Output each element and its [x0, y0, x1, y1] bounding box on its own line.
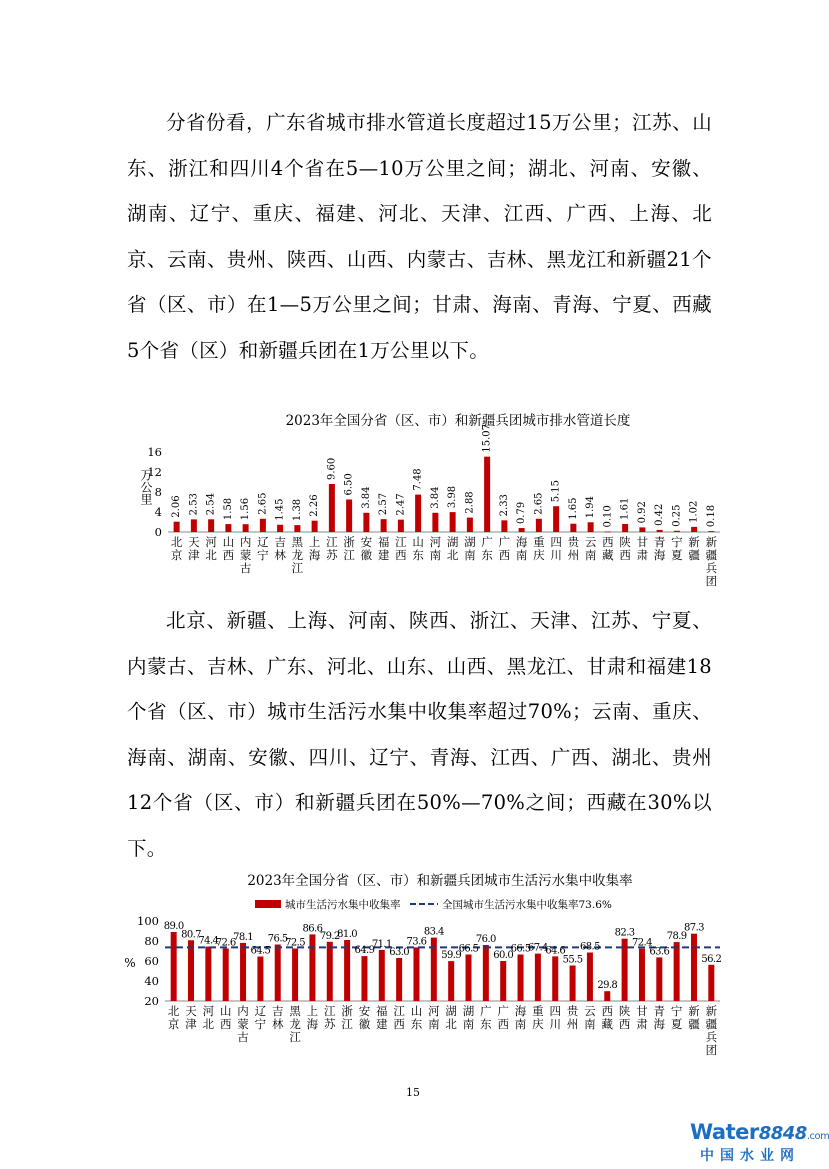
data-label: 78.1: [233, 931, 253, 943]
bar: [309, 934, 315, 1001]
paragraph-drainage-length: [127, 100, 712, 373]
data-label: 7.48: [412, 468, 424, 491]
data-label: 64.5: [250, 945, 271, 957]
category-label: 青海: [653, 535, 666, 562]
data-label: 0.10: [602, 505, 614, 528]
bar: [381, 519, 387, 532]
category-label: 广西: [497, 1004, 509, 1031]
bar: [327, 942, 333, 1001]
category-label: 西藏: [602, 535, 614, 562]
bar: [396, 958, 402, 1001]
bar: [432, 513, 438, 532]
data-label: 66.5: [458, 943, 479, 955]
category-label: 山西: [219, 1004, 232, 1031]
data-label: 0.18: [705, 504, 717, 528]
bar: [398, 520, 404, 532]
watermark-suffix: .com: [806, 1131, 829, 1142]
category-label: 湖南: [464, 535, 476, 562]
bar: [587, 953, 593, 1002]
bar: [223, 948, 229, 1001]
category-label: 江西: [393, 1004, 405, 1031]
category-label: 海南: [514, 1004, 527, 1031]
category-label: 河南: [429, 535, 442, 562]
bar: [312, 521, 318, 532]
bar: [656, 957, 662, 1001]
category-label: 陕西: [618, 1004, 631, 1031]
category-label: 黑龙江: [289, 1004, 301, 1044]
category-labels: [171, 535, 718, 588]
data-label: 1.58: [222, 497, 234, 521]
data-label: 6.50: [343, 473, 355, 496]
data-label: 76.0: [475, 934, 496, 945]
bar: [500, 961, 506, 1001]
data-label: 1.02: [688, 500, 700, 523]
category-label: 山东: [412, 535, 424, 562]
bar: [413, 947, 419, 1001]
y-axis-label: %: [124, 956, 136, 970]
bar: [467, 518, 473, 532]
data-label: 73.6: [406, 936, 427, 948]
data-label: 2.06: [171, 495, 183, 518]
y-tick-label: 60: [144, 954, 159, 968]
bar: [243, 524, 249, 532]
data-label: 2.65: [533, 492, 545, 515]
category-label: 安徽: [360, 535, 373, 562]
category-label: 河北: [205, 535, 217, 562]
data-label: 59.9: [441, 950, 462, 962]
category-label: 福建: [376, 1004, 388, 1031]
category-label: 重庆: [532, 1004, 544, 1031]
bar: [657, 530, 663, 532]
category-label: 江苏: [324, 1004, 336, 1031]
data-label: 68.5: [579, 941, 600, 953]
category-label: 天津: [188, 535, 200, 562]
data-label: 80.7: [181, 929, 201, 941]
category-label: 河北: [202, 1004, 215, 1031]
category-label: 辽宁: [254, 1004, 267, 1031]
category-label: 广西: [498, 535, 511, 562]
bar: [552, 956, 558, 1001]
category-label: 海南: [515, 535, 528, 562]
bar: [518, 955, 524, 1002]
category-label: 四川: [550, 535, 562, 562]
chart-drainage-length: [0, 405, 826, 605]
bar: [188, 940, 194, 1001]
bar: [275, 945, 281, 1002]
bar: [292, 949, 298, 1002]
bar: [415, 495, 421, 532]
data-label: 1.94: [585, 496, 597, 519]
y-tick-label: 16: [147, 445, 162, 459]
bar: [450, 512, 456, 532]
watermark-cn: 中国水业网: [700, 1148, 800, 1164]
category-label: 云南: [584, 1004, 596, 1031]
bar: [622, 524, 628, 532]
category-label: 广东: [480, 1004, 492, 1031]
category-label: 上海: [308, 535, 321, 562]
bar: [361, 956, 367, 1001]
bar: [466, 955, 472, 1002]
data-label: 82.3: [614, 927, 635, 939]
data-label: 2.65: [257, 492, 269, 515]
data-label: 15.07: [481, 424, 493, 453]
y-tick-label: 0: [154, 525, 162, 539]
watermark-logo: [690, 1120, 829, 1164]
watermark-number: 8848: [758, 1123, 807, 1144]
data-label: 63.6: [649, 946, 670, 958]
data-label: 64.9: [354, 945, 375, 957]
category-label: 新疆兵团: [705, 535, 718, 588]
bar: [346, 500, 352, 533]
data-label: 1.38: [291, 498, 303, 522]
chart-title: 2023年全国分省（区、市）和新疆兵团城市生活污水集中收集率: [247, 873, 633, 889]
bar: [570, 966, 576, 1002]
chart-collection-rate: [0, 865, 826, 1080]
bar: [344, 940, 350, 1001]
category-label: 吉林: [274, 535, 286, 562]
data-label: 1.56: [240, 497, 252, 521]
data-label: 3.84: [429, 486, 441, 509]
data-label: 29.8: [597, 980, 618, 992]
category-label: 山东: [410, 1004, 423, 1031]
data-label: 74.4: [198, 935, 219, 947]
watermark-brand: [690, 1120, 829, 1144]
bar: [483, 945, 489, 1001]
category-label: 重庆: [533, 535, 545, 562]
category-label: 湖南: [462, 1004, 475, 1031]
y-tick-label: 8: [154, 485, 162, 499]
bar: [604, 991, 610, 1001]
data-label: 83.4: [423, 926, 444, 938]
category-label: 内蒙古: [239, 535, 252, 575]
bar: [208, 519, 214, 532]
data-label: 89.0: [163, 921, 184, 932]
bar: [260, 519, 266, 532]
legend-bar-label: 城市生活污水集中收集率: [285, 899, 401, 911]
bar: [174, 522, 180, 532]
category-label: 浙江: [343, 535, 355, 562]
legend: [255, 898, 612, 911]
bar: [191, 519, 197, 532]
category-label: 湖北: [446, 535, 459, 562]
chart-title: 2023年全国分省（区、市）和新疆兵团城市排水管道长度: [285, 413, 631, 429]
legend-bar-swatch: [255, 900, 281, 908]
category-labels: [168, 1004, 718, 1057]
bar: [448, 961, 454, 1001]
paragraph-text: 北京、新疆、上海、河南、陕西、浙江、天津、江苏、宁夏、内蒙古、吉林、广东、河北、山东、山西、黑龙江、甘肃和福建18个省（区、市）城市生活污水集中收集率超过70%；云南、重庆、海南、湖南、安徽、四川、辽宁、青海、江西、广西、湖北、贵州12个省（区、市）和新疆兵团在50%—70%之间；西藏在30%以下。: [127, 609, 712, 860]
category-label: 西藏: [601, 1004, 614, 1031]
bar: [708, 965, 714, 1001]
bar: [691, 527, 697, 532]
y-tick-label: 20: [144, 994, 159, 1008]
category-label: 甘肃: [636, 1004, 648, 1031]
bar: [570, 524, 576, 532]
category-label: 内蒙古: [237, 1004, 249, 1044]
bar: [501, 520, 507, 532]
category-label: 吉林: [271, 1004, 284, 1031]
data-label: 2.57: [378, 492, 390, 516]
y-tick-label: 12: [147, 465, 162, 479]
paragraph-collection-rate: [127, 598, 712, 871]
data-label: 66.5: [510, 943, 531, 955]
category-label: 江苏: [326, 535, 338, 562]
bar: [691, 934, 697, 1001]
data-label: 56.2: [701, 953, 722, 965]
data-label: 0.79: [516, 501, 528, 525]
category-label: 山西: [222, 535, 235, 562]
data-label: 0.92: [636, 501, 648, 524]
data-label: 72.4: [632, 937, 652, 949]
bar: [484, 457, 490, 532]
y-tick-label: 40: [144, 974, 159, 988]
category-label: 天津: [185, 1004, 197, 1031]
data-label: 78.9: [666, 931, 687, 943]
data-label: 5.15: [550, 479, 562, 503]
data-label: 2.54: [205, 493, 217, 516]
bar: [639, 949, 645, 1001]
page-number: 15: [406, 1086, 420, 1099]
category-label: 贵州: [567, 535, 580, 562]
data-label: 3.84: [360, 486, 372, 509]
data-label: 87.3: [684, 922, 704, 934]
category-label: 宁夏: [671, 535, 683, 562]
bar: [553, 506, 559, 532]
data-label: 9.60: [326, 457, 338, 480]
watermark-brand-text: Water: [690, 1120, 759, 1144]
data-label: 1.61: [619, 497, 631, 520]
data-label: 72.5: [285, 937, 306, 949]
category-label: 陕西: [619, 535, 631, 562]
data-label: 81.0: [337, 929, 358, 940]
data-label: 1.65: [567, 497, 579, 520]
bars: [174, 457, 715, 533]
legend-line-label: 全国城市生活污水集中收集率73.6%: [442, 899, 612, 911]
data-label: 3.98: [447, 485, 459, 509]
paragraph-text: 分省份看，广东省城市排水管道长度超过15万公里；江苏、山东、浙江和四川4个省在5—10万公里之间；湖北、河南、安徽、湖南、辽宁、重庆、福建、河北、天津、江西、广西、上海、北京、云南、贵州、陕西、山西、内蒙古、吉林、黑龙江和新疆21个省（区、市）在1—5万公里之间；甘肃、海南、青海、宁夏、西藏5个省（区）和新疆兵团在1万公里以下。: [127, 111, 712, 362]
data-label: 67.4: [527, 942, 548, 954]
data-label: 79.2: [319, 930, 340, 942]
data-label: 2.88: [464, 491, 476, 514]
category-label: 贵州: [566, 1004, 579, 1031]
bar: [639, 527, 645, 532]
data-label: 63.0: [389, 947, 410, 958]
bar: [379, 950, 385, 1001]
category-label: 宁夏: [670, 1004, 683, 1031]
bar: [171, 932, 177, 1001]
y-tick-label: 100: [137, 914, 159, 928]
category-label: 北京: [170, 535, 183, 562]
category-label: 新疆: [688, 1004, 700, 1031]
data-label: 72.6: [215, 937, 236, 949]
value-labels: [171, 424, 717, 527]
bar: [519, 528, 525, 532]
bar: [363, 513, 369, 532]
bar: [277, 525, 283, 532]
category-label: 江西: [395, 535, 407, 562]
bar: [294, 525, 300, 532]
data-label: 0.42: [654, 503, 666, 526]
bar: [205, 947, 211, 1001]
category-label: 辽宁: [257, 535, 269, 562]
data-label: 71.1: [371, 938, 392, 950]
category-label: 河南: [428, 1004, 440, 1031]
data-label: 55.5: [562, 954, 583, 966]
bar: [535, 954, 541, 1001]
category-label: 新疆: [688, 535, 700, 562]
category-label: 黑龙江: [291, 535, 304, 575]
category-label: 浙江: [341, 1004, 353, 1031]
data-label: 2.53: [188, 493, 200, 516]
bar: [257, 957, 263, 1002]
bar: [605, 532, 611, 533]
bar: [240, 943, 246, 1001]
category-label: 北京: [167, 1004, 180, 1031]
bar: [674, 531, 680, 532]
bar: [588, 522, 594, 532]
category-label: 青海: [653, 1004, 666, 1031]
data-label: 1.45: [274, 498, 286, 521]
y-axis-label: 万公里: [139, 469, 153, 505]
bar: [225, 524, 231, 532]
data-label: 0.25: [671, 504, 683, 527]
bar: [674, 942, 680, 1001]
value-labels: [164, 921, 722, 991]
bar: [708, 531, 714, 532]
category-label: 甘肃: [636, 535, 649, 562]
data-label: 2.26: [309, 494, 321, 517]
category-label: 新疆兵团: [705, 1004, 718, 1057]
category-label: 四川: [549, 1004, 561, 1031]
category-label: 安徽: [358, 1004, 371, 1031]
y-tick-label: 80: [144, 934, 159, 948]
category-label: 湖北: [445, 1004, 457, 1031]
bar: [329, 484, 335, 532]
data-label: 60.0: [493, 950, 514, 961]
data-label: 2.47: [395, 493, 407, 516]
data-label: 2.33: [498, 494, 510, 517]
data-label: 76.5: [267, 933, 288, 945]
data-label: 64.6: [545, 945, 566, 957]
data-label: 86.6: [302, 923, 323, 935]
category-label: 云南: [584, 535, 597, 562]
category-label: 广东: [481, 535, 493, 562]
bar: [536, 519, 542, 532]
category-label: 上海: [306, 1004, 319, 1031]
y-tick-label: 4: [154, 505, 162, 519]
category-label: 福建: [377, 535, 390, 562]
